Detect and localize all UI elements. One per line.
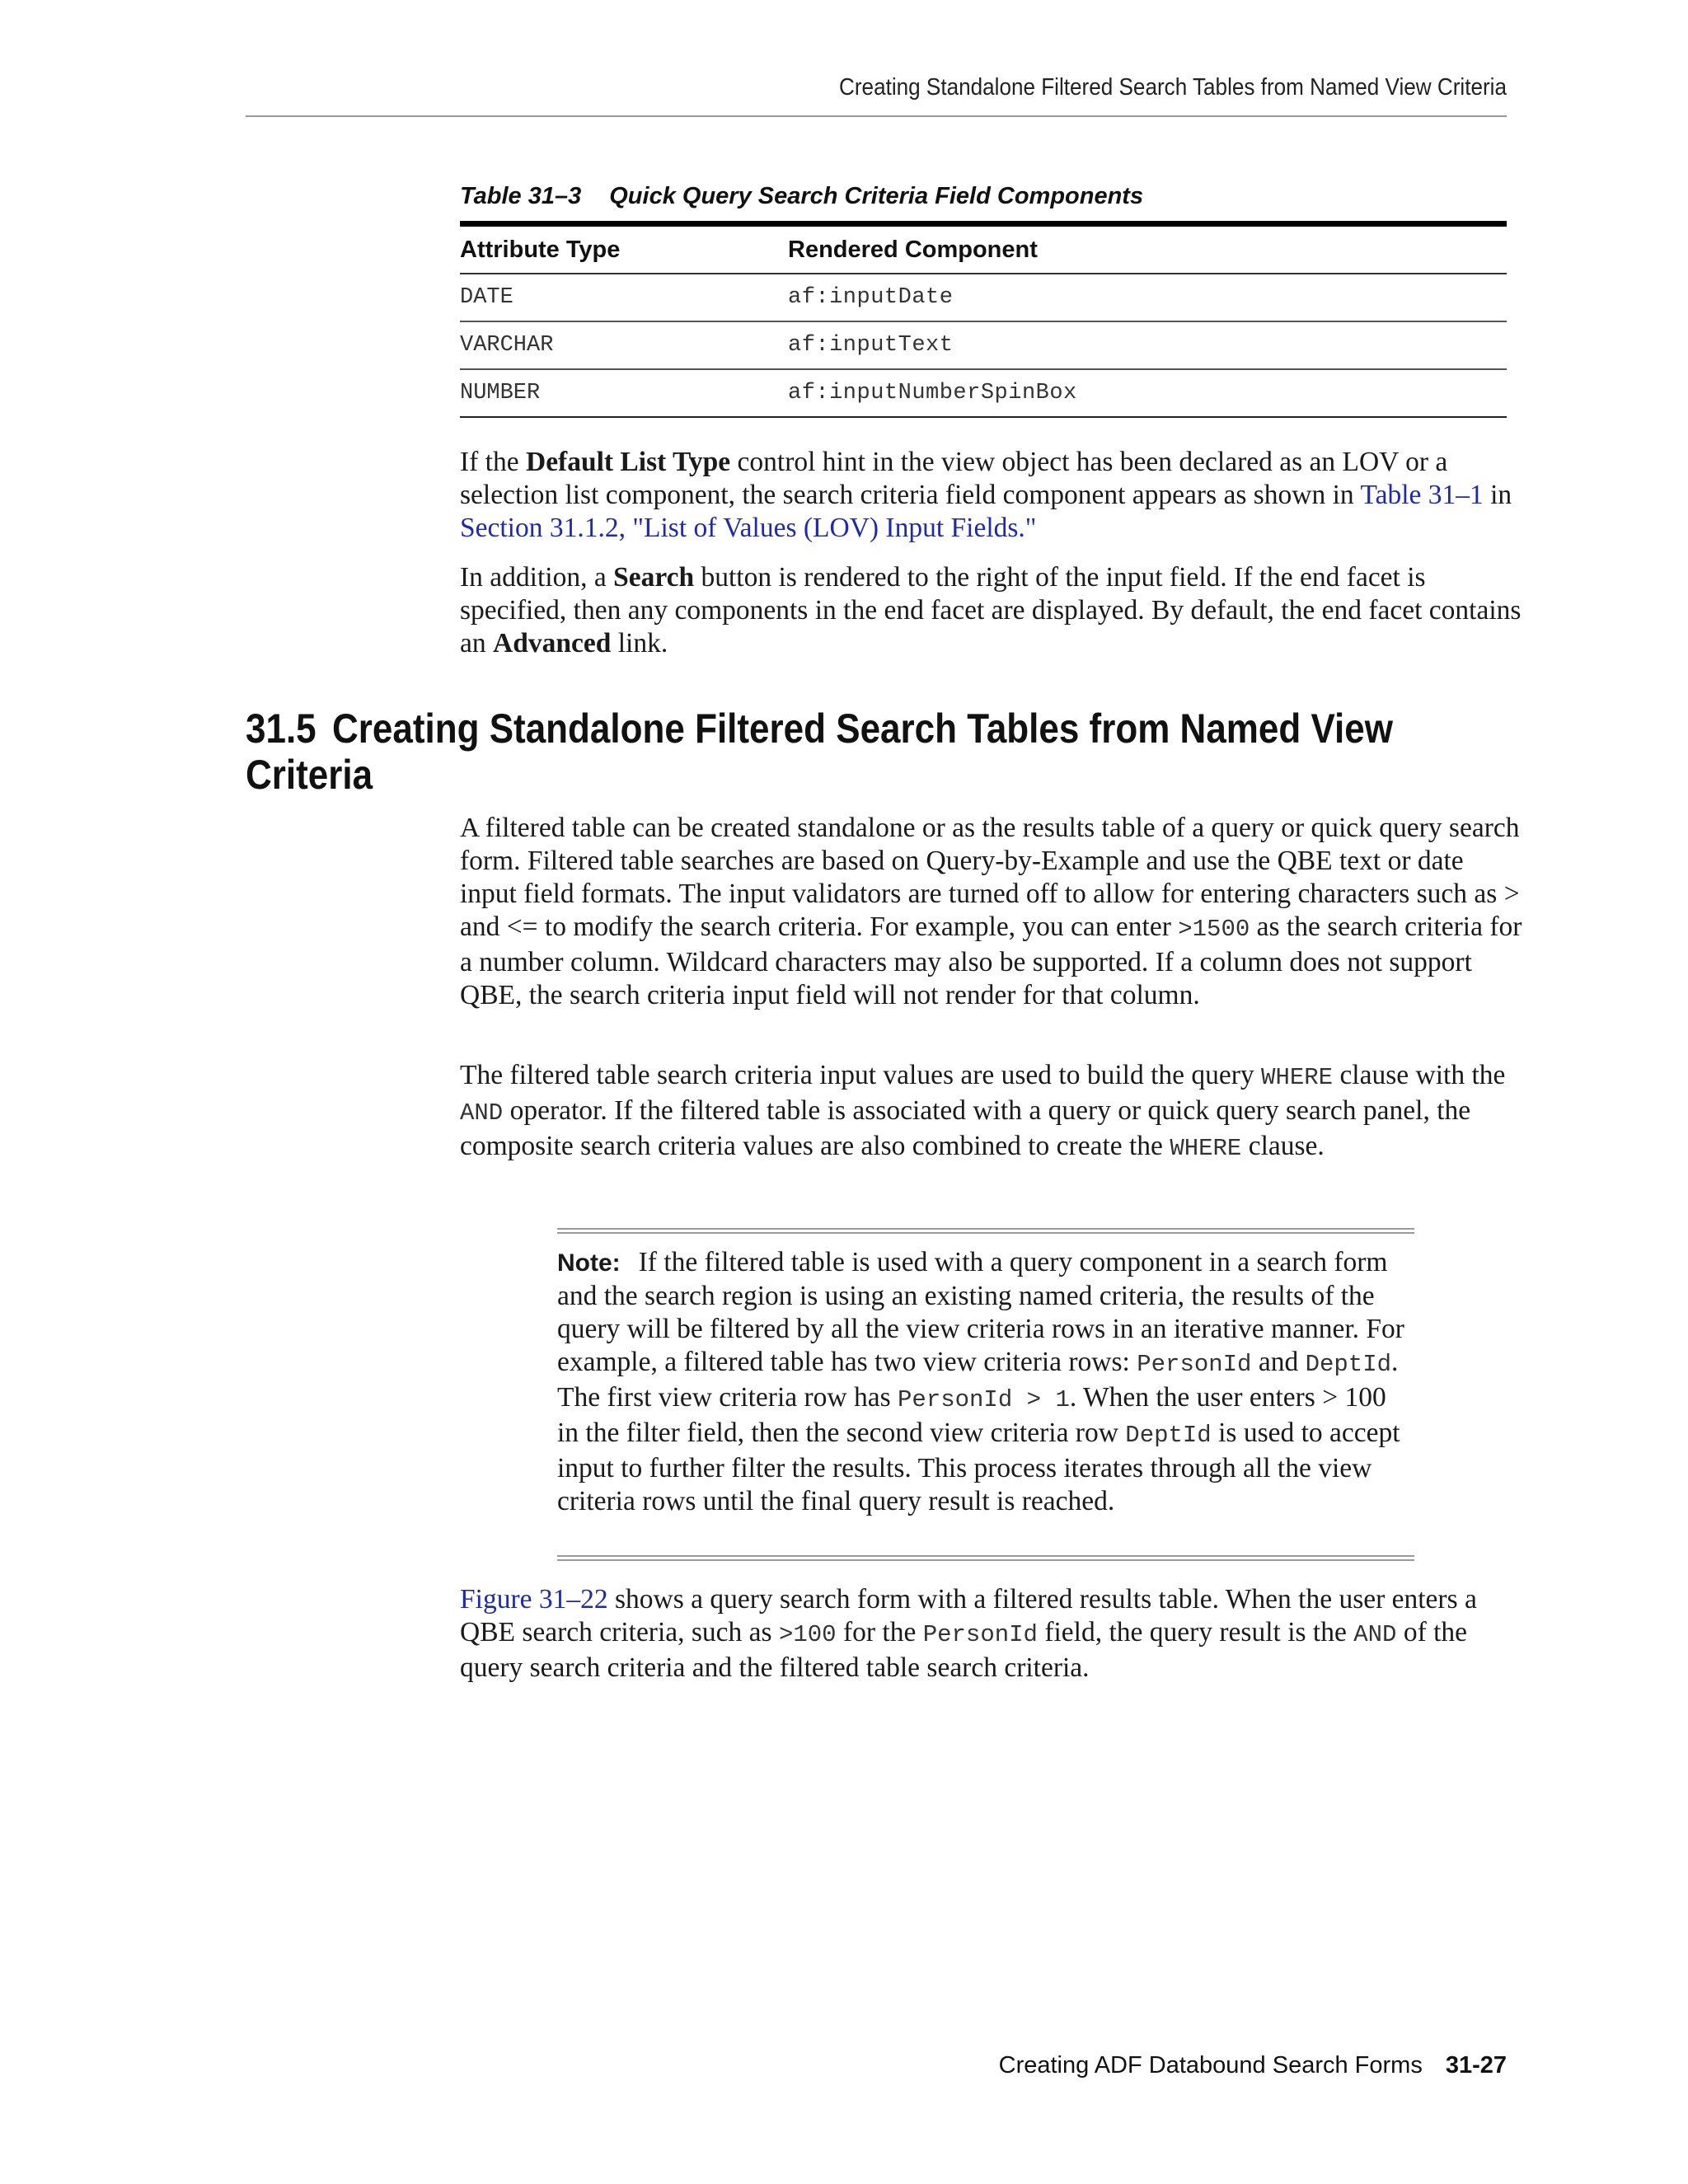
- table-caption-title: Quick Query Search Criteria Field Components: [609, 183, 1144, 209]
- table-caption-label: Table 31–3: [460, 183, 582, 209]
- text-run: In addition, a: [460, 562, 614, 593]
- note-rule-top: [557, 1228, 1414, 1234]
- table-cell-rendered-component: af:inputDate: [788, 274, 1507, 321]
- text-run: shows a query search form with a filtered results table. When the user enters a QBE search criteria, such as: [460, 1584, 1477, 1647]
- link-table-31-1[interactable]: Table 31–1: [1360, 480, 1484, 510]
- link-figure-31-22[interactable]: Figure 31–22: [460, 1584, 608, 1615]
- text-run: and: [1251, 1347, 1306, 1377]
- text-run: as the search criteria for a number column. Wildcard characters may also be supported. If a column does not support QBE, the search criteria input field will not render for that column.: [460, 912, 1522, 1010]
- code-run: WHERE: [1170, 1135, 1242, 1162]
- bold-term: Advanced: [493, 628, 612, 658]
- code-run: >1500: [1178, 916, 1250, 943]
- table-cell-rendered-component: af:inputNumberSpinBox: [788, 369, 1507, 417]
- paragraph-default-list-type: [460, 446, 1523, 545]
- running-footer: [246, 2052, 1507, 2079]
- code-run: PersonId: [1137, 1351, 1252, 1378]
- table-row: [460, 274, 1507, 321]
- note-label: Note:: [557, 1249, 621, 1277]
- text-run: . The first view criteria row has: [557, 1347, 1399, 1413]
- code-run: PersonId > 1: [898, 1386, 1070, 1413]
- code-run: WHERE: [1261, 1064, 1334, 1091]
- section-title: Creating Standalone Filtered Search Tables from Named View Criteria: [246, 705, 1393, 798]
- text-run: If the: [460, 447, 526, 477]
- text-run: operator. If the filtered table is associated with a query or quick query search panel, the composite search criteria values are also combined to create the: [460, 1095, 1471, 1161]
- text-run: A filtered table can be created standalone or as the results table of a query or quick query search form. Filtered table searches are based on Query-by-Example and use the QBE text or date input field formats. The input validators are turned off to allow for entering characters such as > and <= to modify the search criteria. For example, you can enter: [460, 813, 1520, 942]
- bold-term: Default List Type: [526, 447, 731, 477]
- code-run: AND: [1353, 1621, 1397, 1648]
- section-number: 31.5: [246, 705, 316, 752]
- section-heading: [246, 705, 1406, 798]
- text-run: The filtered table search criteria input values are used to build the query: [460, 1060, 1262, 1090]
- table-row: [460, 369, 1507, 417]
- page-number: 31-27: [1445, 2052, 1507, 2079]
- table-cell-attribute-type: VARCHAR: [460, 321, 788, 369]
- table-cell-attribute-type: DATE: [460, 274, 788, 321]
- text-run: is used to accept input to further filter the results. This process iterates through all the view criteria rows until the final query result is reached.: [557, 1418, 1400, 1516]
- link-section-31-1-2[interactable]: Section 31.1.2, "List of Values (LOV) Input Fields.": [460, 513, 1037, 543]
- text-run: field, the query result is the: [1037, 1617, 1354, 1647]
- paragraph-filtered-table: [460, 812, 1523, 1012]
- footer-chapter-title: Creating ADF Databound Search Forms: [998, 2052, 1423, 2079]
- code-run: AND: [460, 1099, 504, 1127]
- note-text: [557, 1246, 1414, 1518]
- code-run: >100: [778, 1621, 837, 1648]
- text-run: button is rendered to the right of the input field. If the end facet is specified, then any components in the end facet are displayed. By default, the end facet contains an: [460, 562, 1522, 658]
- paragraph-search-button: [460, 561, 1523, 660]
- table-header-row: [460, 224, 1507, 274]
- paragraph-figure-reference: [460, 1583, 1523, 1685]
- text-run: clause.: [1241, 1131, 1325, 1161]
- text-run: clause with the: [1333, 1060, 1506, 1090]
- paragraph-where-clause: [460, 1059, 1523, 1165]
- note-box: [557, 1228, 1414, 1561]
- text-run: for the: [836, 1617, 923, 1647]
- running-header: Creating Standalone Filtered Search Tables from Named View Criteria: [839, 74, 1507, 101]
- header-rule: [246, 115, 1507, 117]
- component-table: [460, 221, 1507, 418]
- note-rule-bottom: [557, 1555, 1414, 1561]
- table-cell-attribute-type: NUMBER: [460, 369, 788, 417]
- text-run: . When the user enters > 100 in the filter field, then the second view criteria row: [557, 1382, 1386, 1448]
- text-run: control hint in the view object has been declared as an LOV or a selection list component, the search criteria field component appears as shown in: [460, 447, 1448, 510]
- code-run: DeptId: [1125, 1422, 1212, 1449]
- text-run: link.: [611, 628, 668, 658]
- column-header-rendered-component: Rendered Component: [788, 224, 1507, 274]
- table-cell-rendered-component: af:inputText: [788, 321, 1507, 369]
- text-run: of the query search criteria and the filtered table search criteria.: [460, 1617, 1468, 1683]
- bold-term: Search: [613, 562, 695, 593]
- text-run: in: [1483, 480, 1512, 510]
- column-header-attribute-type: Attribute Type: [460, 224, 788, 274]
- table-row: [460, 321, 1507, 369]
- code-run: DeptId: [1305, 1351, 1392, 1378]
- table-caption: [460, 183, 1507, 210]
- text-run: If the filtered table is used with a query component in a search form and the search region is using an existing named criteria, the results of the query will be filtered by all the view criteria rows in an iterative manner. For example, a filtered table has two view criteria rows:: [557, 1247, 1404, 1377]
- code-run: PersonId: [922, 1621, 1038, 1648]
